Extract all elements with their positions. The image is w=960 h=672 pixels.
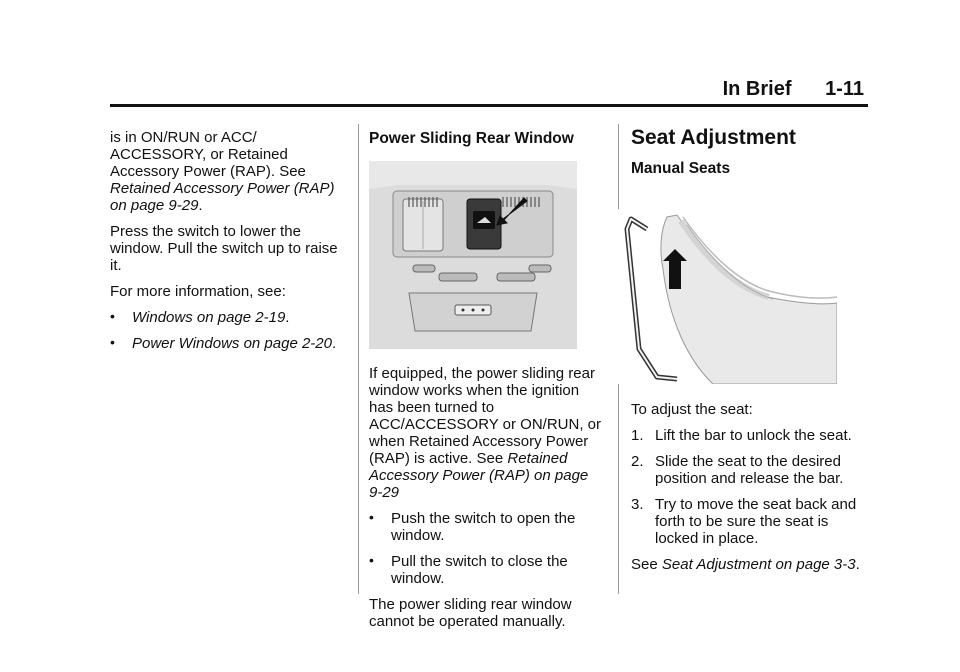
step-text: Lift the bar to unlock the seat. [655, 427, 852, 444]
bullet-item [110, 309, 342, 326]
column-2 [369, 122, 605, 639]
paragraph: Press the switch to lower the window. Pull the switch up to raise it. [110, 223, 338, 274]
paragraph: For more information, see: [110, 283, 286, 300]
list-item [631, 453, 871, 487]
section-heading: Seat Adjustment [631, 126, 796, 149]
punctuation: . [198, 197, 203, 214]
punctuation: . [331, 335, 337, 352]
column-1 [110, 129, 342, 361]
paragraph-text: See [631, 556, 658, 573]
step-number: 1. [631, 427, 644, 444]
step-text: Slide the seat to the desired position and release the bar. [655, 453, 844, 487]
paragraph: To adjust the seat: [631, 401, 753, 418]
punctuation: . [285, 309, 290, 326]
cross-reference-link[interactable]: Power Windows on page 2-20 [132, 335, 332, 352]
bullet-item: • Push the switch to open the window. [369, 510, 605, 544]
punctuation: . [855, 556, 860, 573]
paragraph-text: is in ON/RUN or ACC/ ACCESSORY, or Retained Accessory Power (RAP). See [110, 129, 306, 180]
paragraph-text: If equipped, the power sliding rear window works when the ignition has been turned to ACC/ACCESSORY or ON/RUN, or when Retained Accessory Power (RAP) is active. See [369, 365, 601, 467]
header-rule [110, 104, 868, 107]
paragraph [631, 556, 871, 573]
cross-reference-link[interactable]: Seat Adjustment on page 3-3 [661, 556, 856, 573]
page-number: 1-11 [825, 78, 864, 100]
column-3 [631, 122, 871, 582]
list-item [631, 427, 871, 444]
column-divider-1 [358, 124, 359, 594]
cross-reference-link[interactable]: Retained Accessory Power (RAP) on page 9-29 [110, 180, 335, 214]
section-title: In Brief [722, 78, 792, 100]
bullet-item [110, 335, 342, 352]
manual-seat-illustration [617, 209, 837, 384]
page-header [723, 78, 864, 101]
bullet-item: • Pull the switch to close the window. [369, 553, 605, 587]
cross-reference-link[interactable]: Windows on page 2-19 [132, 309, 286, 326]
subsection-heading: Manual Seats [631, 160, 731, 177]
cross-reference-link[interactable]: Retained Accessory Power (RAP) on page 9-29 [369, 450, 589, 501]
paragraph: The power sliding rear window cannot be operated manually. [369, 596, 572, 630]
overhead-console-illustration [369, 161, 577, 349]
step-number: 2. [631, 453, 644, 470]
step-text: Try to move the seat back and forth to be sure the seat is locked in place. [655, 496, 857, 547]
section-heading: Power Sliding Rear Window [369, 130, 574, 147]
paragraph [110, 129, 342, 214]
step-number: 3. [631, 496, 644, 513]
list-item [631, 496, 871, 547]
paragraph [369, 365, 605, 501]
